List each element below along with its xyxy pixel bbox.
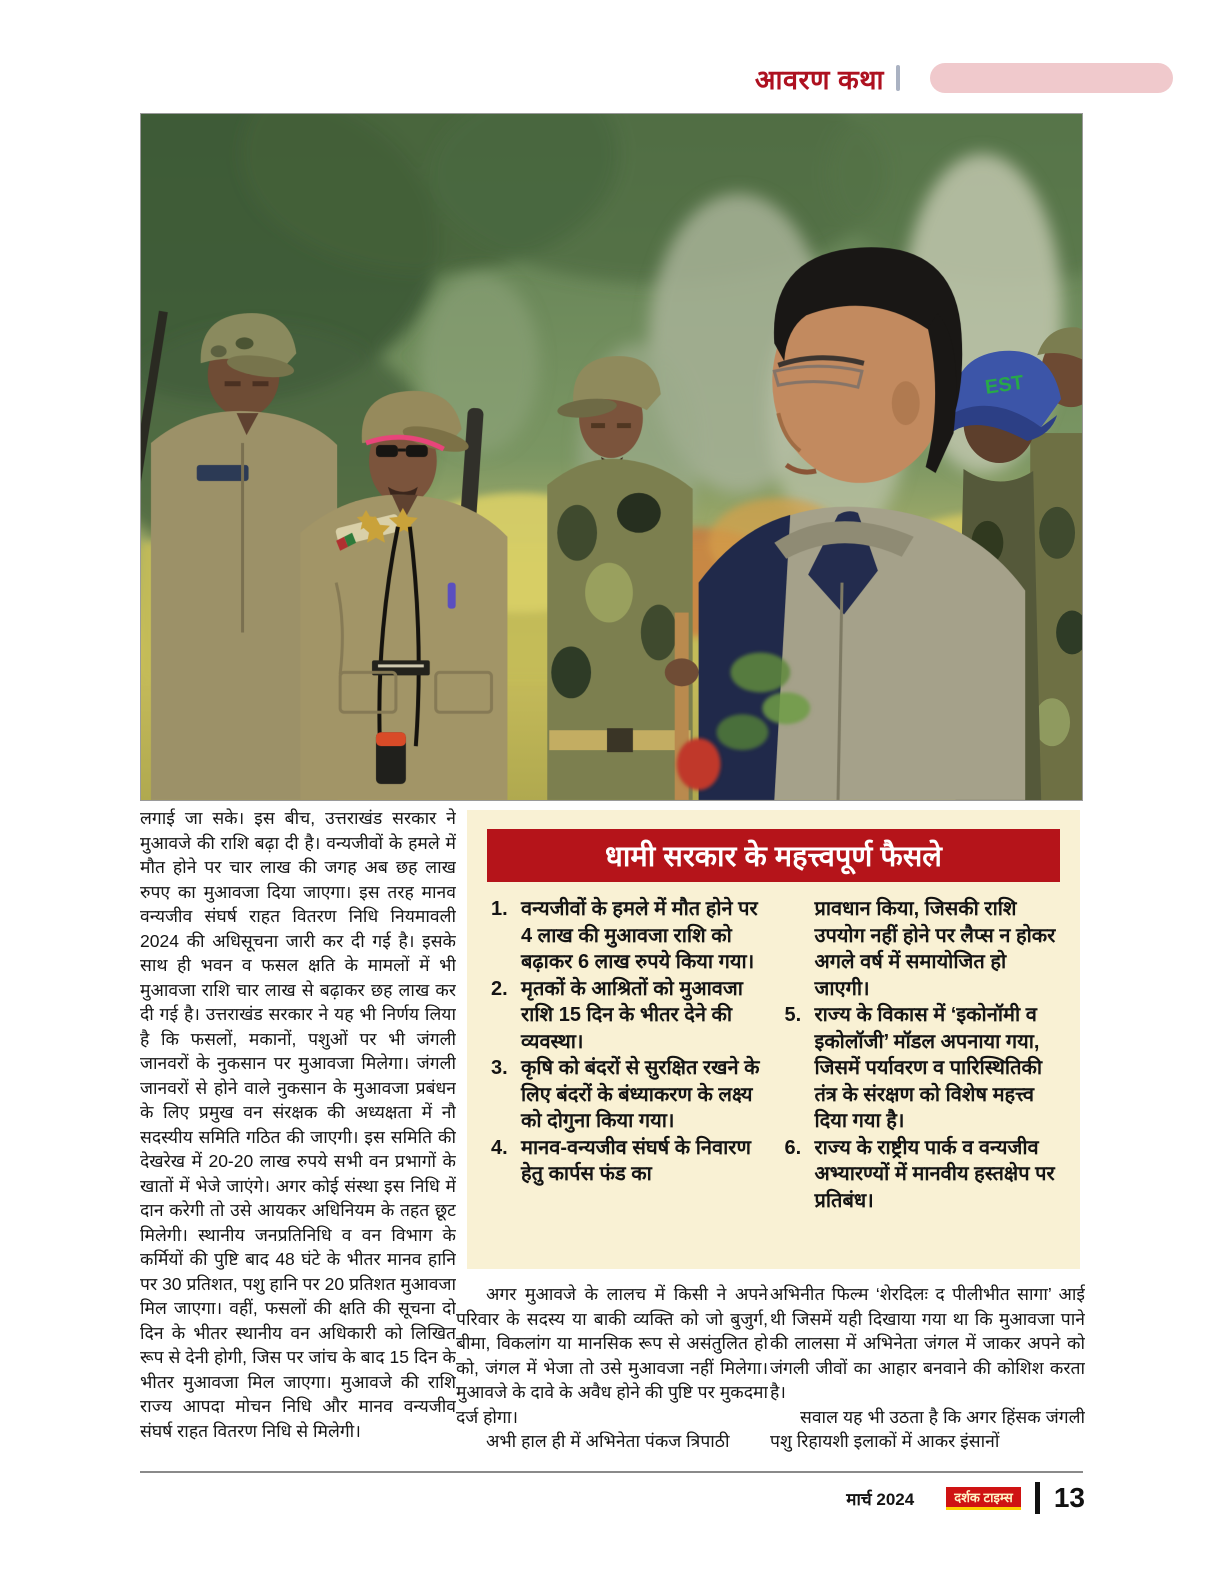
item-text: वन्यजीवों के हमले में मौत होने पर 4 लाख की मुआवजा राशि को बढ़ाकर 6 लाख रुपये किया गया। <box>521 898 758 973</box>
right-column-paragraph-1: अभिनीत फिल्म ‘शेरदिलः द पीलीभीत सागा’ आई थी जिसमें यही दिखाया गया था कि मुआवजा पाने की लालसा में अभिनेता जंगल में जाकर अपने को जंगली जीवों का आहार बनवाने की कोशिश करता है। <box>770 1284 1085 1402</box>
header-pill-decoration <box>930 63 1173 93</box>
item-text: मृतकों के आश्रितों को मुआवजा राशि 15 दिन के भीतर देने की व्यवस्था। <box>521 977 743 1053</box>
item-number: 6. <box>784 1136 802 1159</box>
item-number <box>785 896 815 1002</box>
page-header <box>140 58 1173 98</box>
item-text: राज्य के विकास में ‘इकोनॉमी व इकोलॉजी’ मॉडल अपनाया गया, जिसमें पर्यावरण व पारिस्थितिकी तंत्र के संरक्षण को विशेष महत्त्व दिया गया है। <box>814 1004 1043 1132</box>
magazine-logo: दर्शक टाइम्स <box>946 1487 1021 1510</box>
item-number: 4. <box>491 1136 508 1159</box>
article-right-column <box>770 1282 1085 1460</box>
cap-text: EST <box>983 371 1026 399</box>
mid-column-paragraph-1: अगर मुआवजे के लालच में किसी ने अपने परिवार के सदस्य या बाकी व्यक्ति को जो बुजुर्ग, बीमा, विकलांग या मानसिक रूप से असंतुलित हो को, जंगल में भेजा तो उसे मुआवजा नहीं मिलेगा। मुआवजे के दावे के अवैध होने की पुष्टि पर मुकदमा दर्ज होगा। <box>456 1284 768 1427</box>
list-item <box>491 1135 765 1188</box>
page-footer <box>140 1480 1085 1516</box>
photo-illustration <box>141 114 1082 800</box>
header-divider <box>896 65 900 91</box>
decisions-column-2 <box>785 896 1059 1214</box>
section-label: आवरण कथा <box>754 64 884 95</box>
list-item <box>491 1055 765 1135</box>
article-mid-column <box>456 1282 768 1460</box>
footer-date: मार्च 2024 <box>846 1489 915 1509</box>
footer-divider-bar <box>1035 1482 1040 1514</box>
cover-photo <box>140 113 1083 801</box>
item-text: कृषि को बंदरों से सुरक्षित रखने के लिए बंदरों के बंध्याकरण के लक्ष्य को दोगुना किया गया। <box>521 1057 760 1132</box>
item-text: प्रावधान किया, जिसकी राशि उपयोग नहीं होने पर लैप्स न होकर अगले वर्ष में समायोजित हो जाएगी। <box>814 898 1056 1000</box>
list-item-continuation <box>785 896 1059 1002</box>
footer-rule <box>140 1471 1083 1473</box>
right-column-paragraph-2: सवाल यह भी उठता है कि अगर हिंसक जंगली पशु रिहायशी इलाकों में आकर इंसानों <box>770 1406 1085 1451</box>
item-text: मानव-वन्यजीव संघर्ष के निवारण हेतु कार्पस फंड का <box>521 1136 751 1185</box>
list-item <box>785 1135 1059 1215</box>
left-column-paragraph: लगाई जा सके। इस बीच, उत्तराखंड सरकार ने मुआवजे की राशि बढ़ा दी है। वन्यजीवों के हमले में मौत होने पर चार लाख की जगह अब छह लाख रुपए का मुआवजा दिया जाएगा। इस तरह मानव वन्यजीव संघर्ष राहत वितरण निधि नियमावली 2024 की अधिसूचना जारी कर दी गई है। इसके साथ ही भवन व फसल क्षति के मामलों में भी मुआवजा राशि चार लाख से बढ़ाकर छह लाख कर दी गई है। उत्तराखंड सरकार ने यह भी निर्णय लिया है कि फसलों, मकानों, पशुओं पर भी जंगली जानवरों के नुकसान पर मुआवजा मिलेगा। जंगली जानवरों से होने वाले नुकसान के मुआवजा प्रबंधन के लिए प्रमुख वन संरक्षक की अध्यक्षता में नौ सदस्यीय समिति गठित की जाएगी। इस समिति की देखरेख में 20-20 लाख रुपये सभी वन प्रभागों के खातों में भेजे जाएंगे। अगर कोई संस्था इस निधि में दान करेगी तो उसे आयकर अधिनियम के तहत छूट मिलेगी। स्थानीय जनप्रतिनिधि व वन विभाग के कर्मियों की पुष्टि बाद 48 घंटे के भीतर मानव हानि पर 30 प्रतिशत, पशु हानि पर 20 प्रतिशत मुआवजा मिल जाएगा। वहीं, फसलों की क्षति की सूचना दो दिन के भीतर स्थानीय वन अधिकारी को लिखित रूप से देनी होगी, जिस पर जांच के बाद 15 दिन के भीतर मुआवजा मिल जाएगा। मुआवजे की राशि राज्य आपदा मोचन निधि और मानव वन्यजीव संघर्ष राहत वितरण निधि से मिलेगी। <box>140 808 456 1441</box>
item-number: 3. <box>491 1057 508 1079</box>
item-number: 1. <box>491 898 508 920</box>
list-item <box>785 1002 1059 1135</box>
decisions-box-columns <box>467 882 1080 1214</box>
mid-column-paragraph-2: अभी हाल ही में अभिनेता पंकज त्रिपाठी <box>486 1431 730 1451</box>
decisions-column-1 <box>491 896 765 1214</box>
page-number: 13 <box>1053 1482 1085 1513</box>
list-item <box>491 896 765 976</box>
item-number: 2. <box>491 977 508 1000</box>
article-left-column <box>140 806 456 1458</box>
decisions-box <box>467 810 1080 1269</box>
item-number: 5. <box>784 1004 802 1026</box>
list-item <box>491 976 765 1056</box>
item-text: राज्य के राष्ट्रीय पार्क व वन्यजीव अभ्यारण्यों में मानवीय हस्तक्षेप पर प्रतिबंध। <box>814 1136 1055 1212</box>
decisions-box-title: धामी सरकार के महत्त्वपूर्ण फैसले <box>487 829 1060 882</box>
